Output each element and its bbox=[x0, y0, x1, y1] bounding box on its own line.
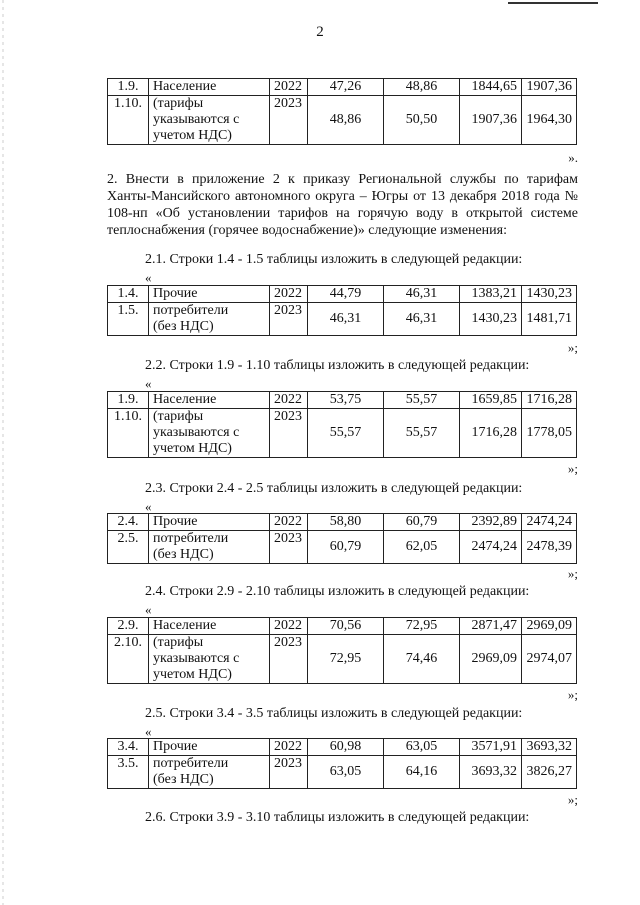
tariff-table-4 bbox=[107, 513, 577, 564]
value-cell: 2474,24 bbox=[460, 531, 522, 564]
value-cell: 55,57 bbox=[384, 392, 460, 409]
row-number: 1.9. bbox=[108, 79, 149, 96]
tariff-table-6 bbox=[107, 738, 577, 789]
value-cell: 60,79 bbox=[384, 514, 460, 531]
value-cell: 1716,28 bbox=[460, 409, 522, 458]
consumer-label-continued bbox=[149, 409, 270, 458]
consumer-label-continued bbox=[149, 96, 270, 145]
tariff-table-1 bbox=[107, 78, 577, 145]
year-cell: 2022 bbox=[270, 739, 308, 756]
opening-quote: « bbox=[145, 602, 152, 617]
opening-quote: « bbox=[145, 376, 152, 391]
label-line: потребители bbox=[153, 756, 229, 771]
closing-quote: »; bbox=[567, 461, 578, 476]
value-cell: 1778,05 bbox=[522, 409, 577, 458]
year-cell: 2022 bbox=[270, 286, 308, 303]
tariff-table-3 bbox=[107, 391, 577, 458]
year-cell: 2022 bbox=[270, 514, 308, 531]
closing-quote: »; bbox=[567, 566, 578, 581]
value-cell: 1964,30 bbox=[522, 96, 577, 145]
value-cell: 46,31 bbox=[308, 303, 384, 336]
value-cell: 48,86 bbox=[384, 79, 460, 96]
label-line: учетом НДС) bbox=[153, 128, 232, 143]
tariff-table-2 bbox=[107, 285, 577, 336]
value-cell: 46,31 bbox=[384, 303, 460, 336]
value-cell: 3693,32 bbox=[522, 739, 577, 756]
value-cell: 58,80 bbox=[308, 514, 384, 531]
value-cell: 46,31 bbox=[384, 286, 460, 303]
value-cell: 3693,32 bbox=[460, 756, 522, 789]
value-cell: 1430,23 bbox=[522, 286, 577, 303]
consumer-label: Прочие bbox=[149, 286, 270, 303]
value-cell: 1383,21 bbox=[460, 286, 522, 303]
value-cell: 3571,91 bbox=[460, 739, 522, 756]
value-cell: 44,79 bbox=[308, 286, 384, 303]
opening-quote: « bbox=[145, 499, 152, 514]
row-number: 1.5. bbox=[108, 303, 149, 336]
year-cell: 2023 bbox=[270, 635, 308, 684]
value-cell: 62,05 bbox=[384, 531, 460, 564]
value-cell: 3826,27 bbox=[522, 756, 577, 789]
opening-quote: « bbox=[145, 724, 152, 739]
row-number: 1.9. bbox=[108, 392, 149, 409]
value-cell: 55,57 bbox=[308, 409, 384, 458]
value-cell: 50,50 bbox=[384, 96, 460, 145]
label-line: потребители bbox=[153, 303, 229, 318]
label-line: потребители bbox=[153, 531, 229, 546]
row-number: 1.4. bbox=[108, 286, 149, 303]
label-line: (тарифы bbox=[153, 96, 204, 111]
value-cell: 1907,36 bbox=[522, 79, 577, 96]
closing-quote: ». bbox=[568, 150, 578, 165]
value-cell: 1659,85 bbox=[460, 392, 522, 409]
consumer-label: Прочие bbox=[149, 739, 270, 756]
value-cell: 1430,23 bbox=[460, 303, 522, 336]
label-line: (тарифы bbox=[153, 409, 204, 424]
value-cell: 63,05 bbox=[308, 756, 384, 789]
value-cell: 48,86 bbox=[308, 96, 384, 145]
label-line: (без НДС) bbox=[153, 772, 214, 787]
row-number: 2.9. bbox=[108, 618, 149, 635]
instruction-2-2: 2.2. Строки 1.9 - 1.10 таблицы изложить в следующей редакции: bbox=[145, 358, 530, 373]
year-cell: 2022 bbox=[270, 618, 308, 635]
label-line: указываются с bbox=[153, 651, 240, 666]
row-number: 1.10. bbox=[108, 96, 149, 145]
closing-quote: »; bbox=[567, 340, 578, 355]
value-cell: 2478,39 bbox=[522, 531, 577, 564]
instruction-2-4: 2.4. Строки 2.9 - 2.10 таблицы изложить в следующей редакции: bbox=[145, 584, 530, 599]
consumer-label: Население bbox=[149, 79, 270, 96]
row-number: 1.10. bbox=[108, 409, 149, 458]
value-cell: 2969,09 bbox=[522, 618, 577, 635]
opening-quote: « bbox=[145, 270, 152, 285]
instruction-2-5: 2.5. Строки 3.4 - 3.5 таблицы изложить в следующей редакции: bbox=[145, 706, 523, 721]
row-number: 2.10. bbox=[108, 635, 149, 684]
value-cell: 1481,71 bbox=[522, 303, 577, 336]
label-line: (тарифы bbox=[153, 635, 204, 650]
value-cell: 70,56 bbox=[308, 618, 384, 635]
consumer-label: Население bbox=[149, 618, 270, 635]
header-rule bbox=[508, 2, 598, 4]
value-cell: 47,26 bbox=[308, 79, 384, 96]
instruction-2-3: 2.3. Строки 2.4 - 2.5 таблицы изложить в следующей редакции: bbox=[145, 481, 523, 496]
instruction-2-1: 2.1. Строки 1.4 - 1.5 таблицы изложить в следующей редакции: bbox=[145, 252, 523, 267]
value-cell: 60,79 bbox=[308, 531, 384, 564]
value-cell: 74,46 bbox=[384, 635, 460, 684]
year-cell: 2023 bbox=[270, 756, 308, 789]
value-cell: 72,95 bbox=[384, 618, 460, 635]
tariff-table-5 bbox=[107, 617, 577, 684]
value-cell: 55,57 bbox=[384, 409, 460, 458]
consumer-label: Население bbox=[149, 392, 270, 409]
year-cell: 2022 bbox=[270, 392, 308, 409]
row-number: 2.4. bbox=[108, 514, 149, 531]
label-line: указываются с bbox=[153, 112, 240, 127]
value-cell: 2474,24 bbox=[522, 514, 577, 531]
label-line: учетом НДС) bbox=[153, 441, 232, 456]
value-cell: 2392,89 bbox=[460, 514, 522, 531]
label-line: указываются с bbox=[153, 425, 240, 440]
row-number: 3.5. bbox=[108, 756, 149, 789]
value-cell: 72,95 bbox=[308, 635, 384, 684]
year-cell: 2023 bbox=[270, 96, 308, 145]
value-cell: 60,98 bbox=[308, 739, 384, 756]
value-cell: 64,16 bbox=[384, 756, 460, 789]
row-number: 2.5. bbox=[108, 531, 149, 564]
row-number: 3.4. bbox=[108, 739, 149, 756]
closing-quote: »; bbox=[567, 687, 578, 702]
label-line: (без НДС) bbox=[153, 319, 214, 334]
value-cell: 2969,09 bbox=[460, 635, 522, 684]
value-cell: 1907,36 bbox=[460, 96, 522, 145]
year-cell: 2023 bbox=[270, 409, 308, 458]
consumer-label-continued bbox=[149, 531, 270, 564]
consumer-label: Прочие bbox=[149, 514, 270, 531]
consumer-label-continued bbox=[149, 303, 270, 336]
consumer-label-continued bbox=[149, 635, 270, 684]
value-cell: 1844,65 bbox=[460, 79, 522, 96]
value-cell: 2974,07 bbox=[522, 635, 577, 684]
instruction-2-6: 2.6. Строки 3.9 - 3.10 таблицы изложить в следующей редакции: bbox=[145, 810, 530, 825]
value-cell: 63,05 bbox=[384, 739, 460, 756]
value-cell: 53,75 bbox=[308, 392, 384, 409]
year-cell: 2023 bbox=[270, 531, 308, 564]
closing-quote: »; bbox=[567, 792, 578, 807]
label-line: учетом НДС) bbox=[153, 667, 232, 682]
consumer-label-continued bbox=[149, 756, 270, 789]
label-line: (без НДС) bbox=[153, 547, 214, 562]
page-number: 2 bbox=[316, 24, 324, 40]
year-cell: 2023 bbox=[270, 303, 308, 336]
value-cell: 2871,47 bbox=[460, 618, 522, 635]
paragraph-2: 2. Внести в приложение 2 к приказу Региональной службы по тарифам Ханты-Мансийского автономного округа – Югры от 13 декабря 2018 года № 108-нп «Об установлении тарифов на горячую воду в открытой системе теплоснабжения (горячее водоснабжение)» следующие изменения: bbox=[107, 172, 578, 238]
value-cell: 1716,28 bbox=[522, 392, 577, 409]
year-cell: 2022 bbox=[270, 79, 308, 96]
scan-edge bbox=[2, 0, 4, 905]
